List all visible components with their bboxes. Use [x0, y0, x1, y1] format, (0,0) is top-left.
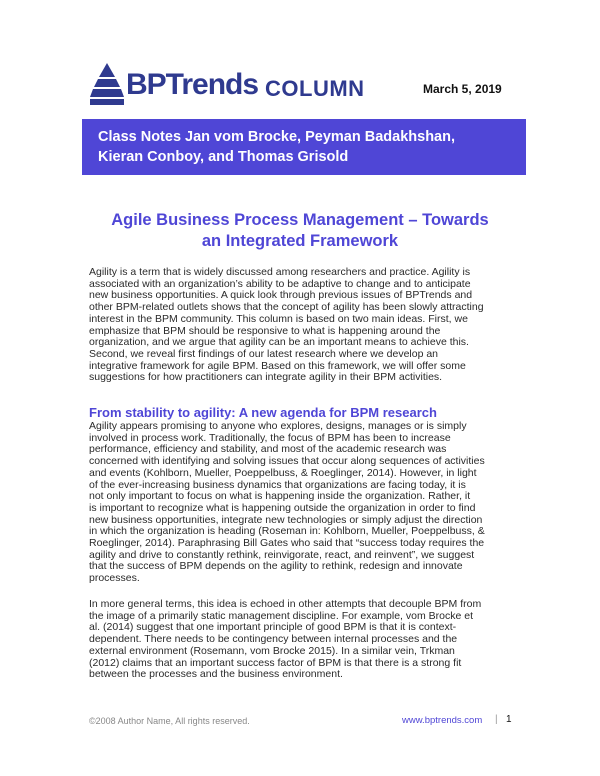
- text-line: organization, and we argue that agility can be an important means to achieve this.: [89, 336, 469, 349]
- text-line: involved in process work. Traditionally, the focus of BPM has been to increase: [89, 431, 451, 444]
- text-line: dependent. There needs to be contingency between internal processes and the: [89, 633, 458, 646]
- author-banner: [82, 119, 526, 175]
- text-line: in which the organization is heading (Roseman in: Kohlborn, Mueller, Poeppelbuss, &: [89, 525, 485, 538]
- footer-website-link[interactable]: www.bptrends.com: [402, 715, 483, 726]
- text-line: emphasize that BPM should be responsive to what is happening around the: [89, 324, 441, 337]
- footer-copyright: ©2008 Author Name, All rights reserved.: [89, 716, 250, 726]
- text-line: not only important to focus on what is happening inside the organization. Rather, it: [89, 490, 471, 503]
- text-line: al. (2014) suggest that one important principle of good BPM is that it is context-: [89, 621, 457, 634]
- text-line: of the ever-increasing business dynamics that organizations are facing today, it is: [89, 478, 466, 491]
- text-line: In more general terms, this idea is echoed in other attempts that decouple BPM from: [89, 598, 482, 610]
- section-paragraph-1: [89, 421, 485, 585]
- publication-date: March 5, 2019: [423, 82, 502, 96]
- text-line: processes.: [89, 572, 140, 585]
- text-line: suggestions for how practitioners can integrate agility in their BPM activities.: [89, 371, 443, 384]
- bptrends-triangle-icon: [90, 63, 124, 107]
- text-line: associated with an organization’s ability to be adaptive to change and to anticipate: [89, 277, 471, 290]
- logo-text: BPTrends: [126, 68, 259, 101]
- text-line: that the success of BPM depends on the agility to rethink, redesign and innovate: [89, 560, 463, 573]
- footer-separator: |: [495, 714, 498, 725]
- bptrends-logo: [90, 63, 365, 109]
- text-line: Agility appears promising to anyone who explores, designs, manages or is simply: [89, 420, 467, 432]
- article-title-line-2: an Integrated Framework: [201, 232, 399, 250]
- text-line: Second, we reveal first findings of our latest research where we develop an: [89, 347, 439, 360]
- article-title-line-1: Agile Business Process Management – Towards: [111, 211, 489, 229]
- banner-line-1: Class Notes Jan vom Brocke, Peyman Badakhshan,: [98, 129, 456, 145]
- section-heading: From stability to agility: A new agenda for BPM research: [89, 405, 437, 420]
- text-line: concerned with identifying and solving issues that occur along sequences of activities: [89, 455, 485, 468]
- text-line: agility and drive to constantly rethink, reinvigorate, react, and reinvent”, we suggest: [89, 548, 475, 561]
- intro-paragraph: [89, 267, 484, 384]
- text-line: is important to recognize what is happening outside the organization in order to find: [89, 501, 476, 514]
- page-number: 1: [506, 714, 512, 725]
- banner-line-2: Kieran Conboy, and Thomas Grisold: [98, 149, 349, 165]
- section-paragraph-2: [89, 599, 481, 681]
- text-line: Roeglinger, 2014). Paraphrasing Bill Gates who said that “success today requires the: [89, 537, 485, 550]
- text-line: other BPM-related outlets shows that the concept of agility has been slowly attracting: [89, 301, 484, 314]
- text-line: new business opportunities, integrate new technologies or simply adjust the direction: [89, 513, 483, 526]
- text-line: interest in the BPM community. This column is based on two main ideas. First, we: [89, 312, 468, 325]
- text-line: and events (Kohlborn, Mueller, Poeppelbuss, & Roeglinger, 2014). However, in light: [89, 466, 477, 479]
- text-line: (2012) claims that an important success factor of BPM is that there is a strong fit: [89, 656, 462, 669]
- text-line: new business opportunities. A quick look through previous issues of BPTrends and: [89, 289, 473, 302]
- text-line: external environment (Rosemann, vom Brocke 2015). In a similar vein, Trkman: [89, 644, 455, 657]
- text-line: the image of a primarily static management discipline. For example, vom Brocke et: [89, 609, 473, 622]
- text-line: integrative framework for agile BPM. Based on this framework, we will offer some: [89, 359, 466, 372]
- column-label: COLUMN: [265, 76, 365, 101]
- text-line: Agility is a term that is widely discussed among researchers and practice. Agility is: [89, 266, 471, 278]
- text-line: between the processes and the business environment.: [89, 668, 343, 681]
- text-line: performance, efficiency and stability, and most of the academic research was: [89, 443, 447, 456]
